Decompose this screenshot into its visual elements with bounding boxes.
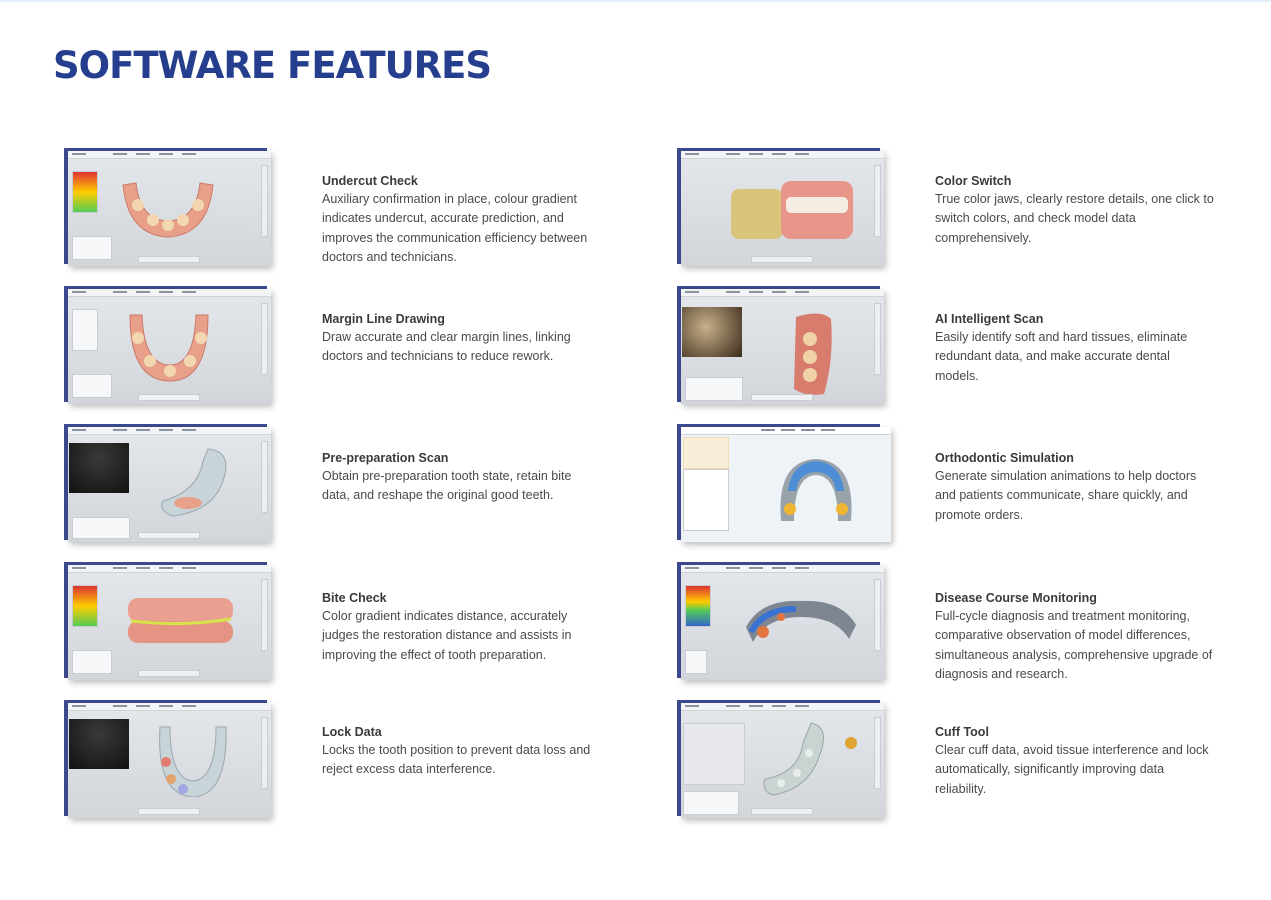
bite-check-screenshot	[64, 562, 271, 682]
feature-undercut-check	[64, 148, 664, 278]
feature-title: AI Intelligent Scan	[935, 312, 1044, 326]
feature-title: Color Switch	[935, 174, 1012, 188]
orthodontic-simulation-screenshot	[677, 424, 884, 544]
feature-pre-preparation-scan	[64, 424, 664, 554]
feature-description: Easily identify soft and hard tissues, eliminate redundant data, and make accurate dental models.	[935, 330, 1188, 383]
feature-description: True color jaws, clearly restore details, one click to switch colors, and check model data comprehensively.	[935, 192, 1214, 245]
feature-description: Locks the tooth position to prevent data loss and reject excess data interference.	[322, 743, 591, 777]
feature-title: Pre-preparation Scan	[322, 451, 449, 465]
feature-description: Draw accurate and clear margin lines, linking doctors and technicians to reduce rework.	[322, 330, 571, 364]
page-title: SOFTWARE FEATURES	[53, 44, 492, 87]
top-rule	[0, 0, 1271, 2]
feature-margin-line-drawing	[64, 286, 664, 416]
feature-bite-check	[64, 562, 664, 692]
feature-description: Generate simulation animations to help doctors and patients communicate, share quickly, and promote orders.	[935, 469, 1197, 522]
feature-lock-data	[64, 700, 664, 830]
feature-description: Auxiliary confirmation in place, colour gradient indicates undercut, accurate prediction, and improves the communication efficiency between doctors and technicians.	[322, 192, 588, 264]
feature-title: Disease Course Monitoring	[935, 591, 1097, 605]
feature-color-switch	[677, 148, 1271, 278]
pre-preparation-screenshot	[64, 424, 271, 544]
feature-description: Obtain pre-preparation tooth state, retain bite data, and reshape the original good teeth.	[322, 469, 572, 503]
feature-description: Color gradient indicates distance, accurately judges the restoration distance and assists in improving the effect of tooth preparation.	[322, 609, 572, 662]
feature-description: Full-cycle diagnosis and treatment monitoring, comparative observation of model differences, simultaneous analysis, comprehensive upgrade of diagnosis and research.	[935, 609, 1213, 681]
feature-title: Margin Line Drawing	[322, 312, 445, 326]
cuff-tool-screenshot	[677, 700, 884, 820]
feature-cuff-tool	[677, 700, 1271, 830]
feature-title: Undercut Check	[322, 174, 418, 188]
undercut-check-screenshot	[64, 148, 271, 268]
color-switch-screenshot	[677, 148, 884, 268]
ai-scan-screenshot	[677, 286, 884, 406]
feature-title: Cuff Tool	[935, 725, 989, 739]
disease-monitoring-screenshot	[677, 562, 884, 682]
feature-disease-course-monitoring	[677, 562, 1271, 692]
feature-ai-intelligent-scan	[677, 286, 1271, 416]
feature-title: Bite Check	[322, 591, 387, 605]
feature-orthodontic-simulation	[677, 424, 1271, 554]
margin-line-screenshot	[64, 286, 271, 406]
feature-title: Orthodontic Simulation	[935, 451, 1074, 465]
feature-title: Lock Data	[322, 725, 382, 739]
feature-description: Clear cuff data, avoid tissue interference and lock automatically, significantly improving data reliability.	[935, 743, 1209, 796]
lock-data-screenshot	[64, 700, 271, 820]
